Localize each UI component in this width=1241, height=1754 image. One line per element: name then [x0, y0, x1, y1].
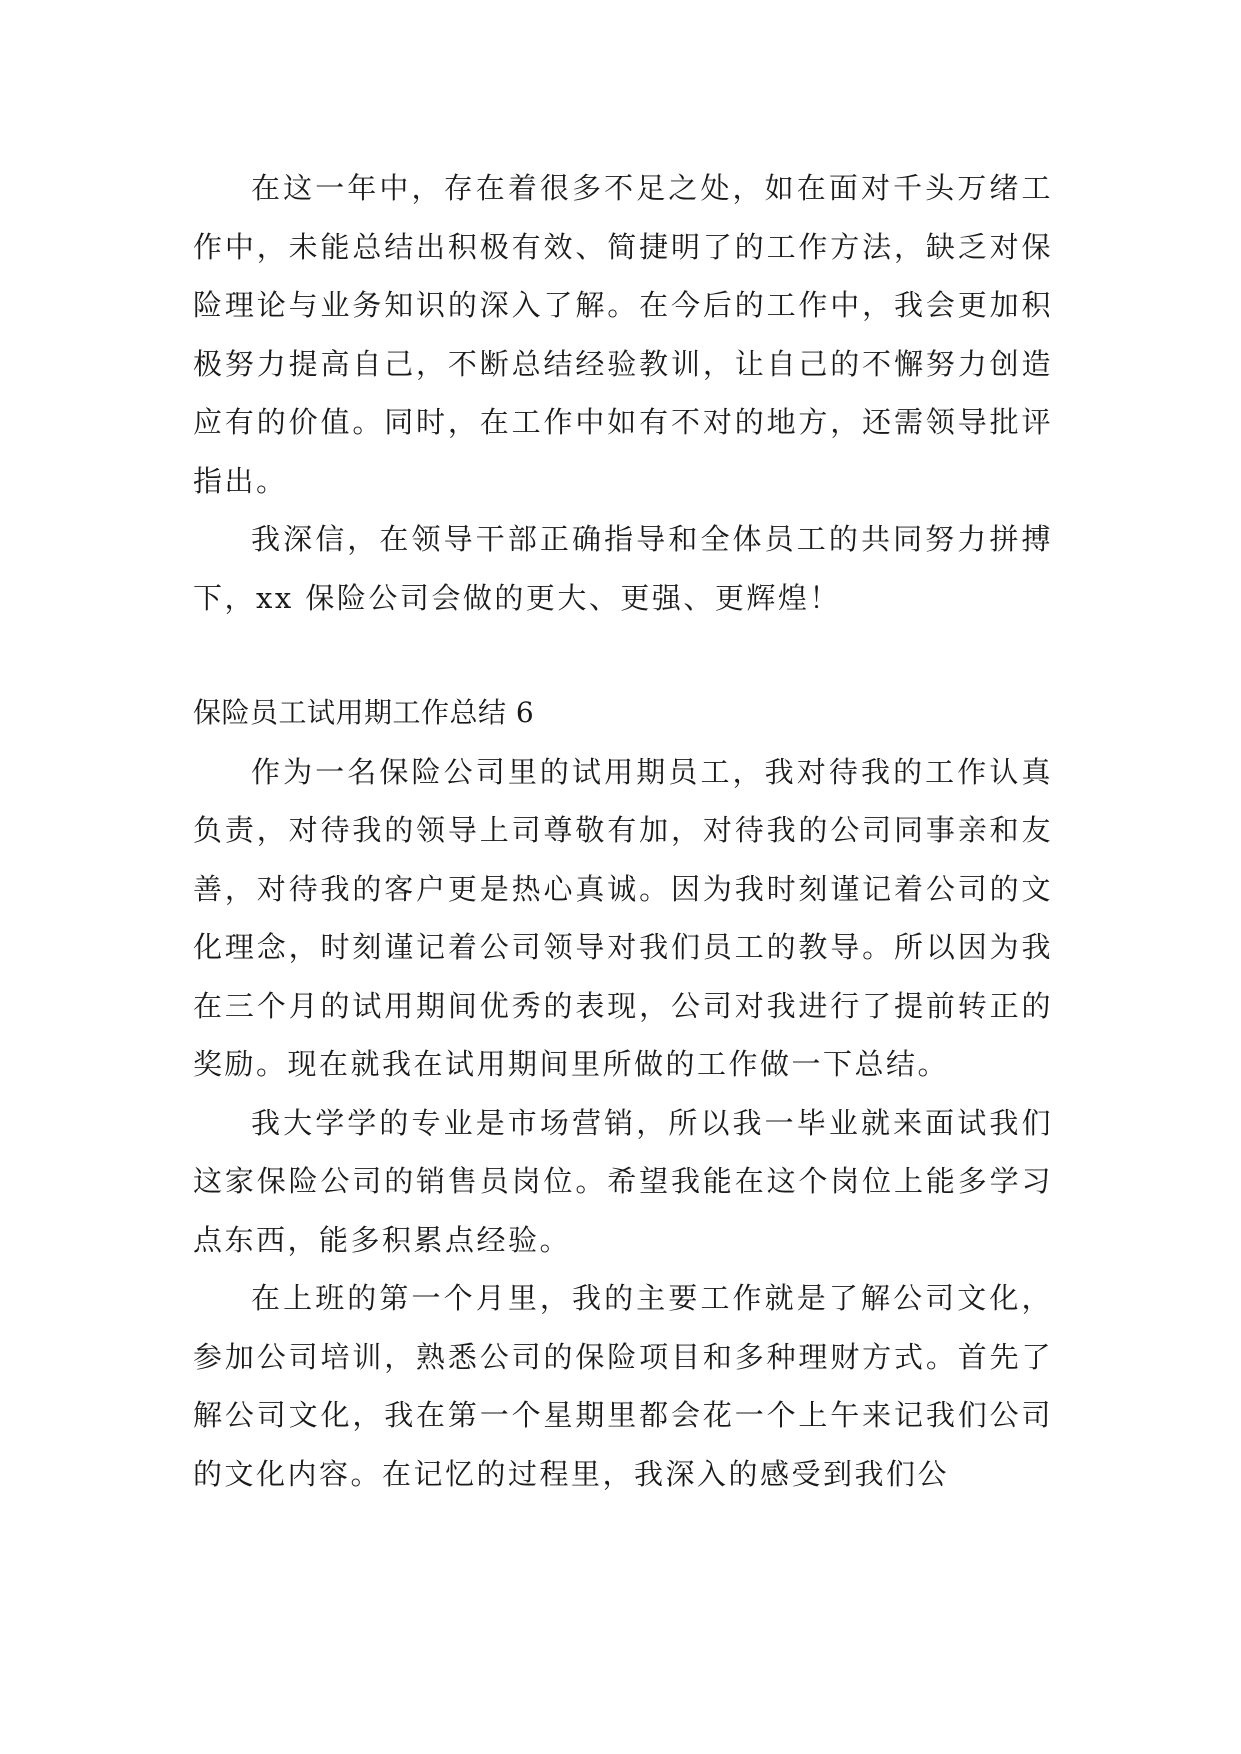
body-paragraph: 在这一年中，存在着很多不足之处，如在面对千头万绪工作中，未能总结出积极有效、简捷明了的工作方法，缺乏对保险理论与业务知识的深入了解。在今后的工作中，我会更加积极努力提高自己，不断总结经验教训，让自己的不懈努力创造应有的价值。同时，在工作中如有不对的地方，还需领导批评指出。	[193, 171, 1053, 498]
body-paragraph: 我深信，在领导干部正确指导和全体员工的共同努力拼搏下，xx 保险公司会做的更大、更强、更辉煌！	[193, 522, 1053, 615]
section-heading: 保险员工试用期工作总结 6	[193, 696, 535, 729]
body-paragraph: 我大学学的专业是市场营销，所以我一毕业就来面试我们这家保险公司的销售员岗位。希望我能在这个岗位上能多学习点东西，能多积累点经验。	[193, 1105, 1053, 1257]
body-paragraph: 在上班的第一个月里，我的主要工作就是了解公司文化，参加公司培训，熟悉公司的保险项目和多种理财方式。首先了解公司文化，我在第一个星期里都会花一个上午来记我们公司的文化内容。在记忆的过程里，我深入的感受到我们公	[193, 1281, 1053, 1491]
body-paragraph: 作为一名保险公司里的试用期员工，我对待我的工作认真负责，对待我的领导上司尊敬有加，对待我的公司同事亲和友善，对待我的客户更是热心真诚。因为我时刻谨记着公司的文化理念，时刻谨记着公司领导对我们员工的教导。所以因为我在三个月的试用期间优秀的表现，公司对我进行了提前转正的奖励。现在就我在试用期间里所做的工作做一下总结。	[193, 754, 1053, 1081]
document-body	[193, 159, 1053, 1503]
